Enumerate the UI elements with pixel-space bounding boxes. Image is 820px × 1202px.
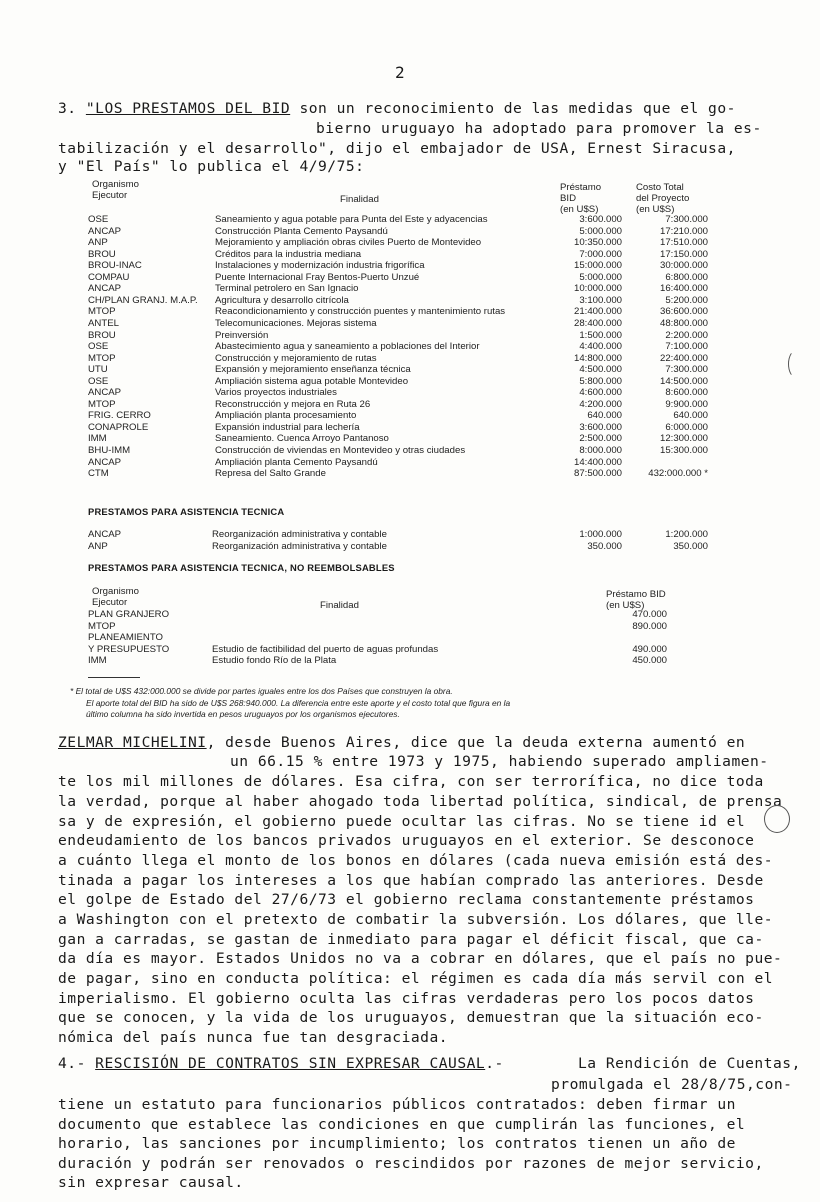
table-row [0,458,720,469]
table-row [0,469,720,480]
cell-finalidad: Agricultura y desarrollo citrícola [215,294,349,306]
cell-costo: 5:200.000 [665,294,708,306]
cell-organismo: MTOP [88,620,116,632]
item4-line3: tiene un estatuto para funcionarios públicos contratados: deben firmar un [58,1096,736,1113]
item3-line1 [58,99,736,119]
cell-organismo: COMPAU [88,271,130,283]
t3-header-organismo: Organismo Ejecutor [92,586,139,608]
item3-line1-rest: son un reconocimiento de las medidas que el go- [299,100,736,117]
cell-prestamo: 350.000 [587,541,622,552]
table-row [0,656,720,667]
cell-prestamo: 2:500.000 [579,433,622,445]
cell-organismo: MTOP [88,398,116,410]
note-1: * El total de U$S 432:000.000 se divide por partes iguales entre los dos Países que construyen la obra. [70,686,453,696]
table-row [0,622,720,633]
cell-organismo: Y PRESUPUESTO [88,643,170,655]
michelini-line15: que se conocen, y la vida de los uruguayos, demuestran que la situación eco- [58,1009,764,1026]
cell-organismo: OSE [88,341,109,353]
cell-organismo: ANCAP [88,387,122,399]
cell-prestamo: 15:000.000 [573,260,622,272]
cell-organismo: CH/PLAN GRANJ. M.A.P. [88,294,198,306]
cell-organismo: BHU-IMM [88,445,131,456]
cell-prestamo: 87:500.000 [573,468,622,480]
cell-prestamo: 4:500.000 [579,364,622,376]
cell-finalidad: Terminal petrolero en San Ignacio [215,283,359,295]
cell-organismo: PLAN GRANJERO [88,609,170,620]
cell-finalidad: Créditos para la industria mediana [215,248,362,260]
note-2b: último columna ha sido invertida en pesos uruguayos por los organismos ejecutores. [86,709,400,719]
cell-costo: 6:800.000 [665,271,708,283]
cell-prestamo: 4:200.000 [579,398,622,410]
cell-organismo: BROU-INAC [88,260,142,272]
cell-costo: 2:200.000 [665,329,708,341]
table-row [0,645,720,656]
cell-costo: 8:600.000 [665,387,708,399]
table-row [0,633,720,644]
item4-line1 [58,1054,504,1074]
table-row [0,610,720,621]
item3-line2: bierno uruguayo ha adoptado para promover la es- [316,120,762,137]
cell-prestamo: 7:000.000 [579,248,622,260]
cell-finalidad: Reacondicionamiento y construcción puentes y mantenimiento rutas [215,306,506,318]
cell-finalidad: Varios proyectos industriales [215,387,337,399]
t2-title: PRESTAMOS PARA ASISTENCIA TECNICA [88,506,285,517]
t1-header-finalidad: Finalidad [340,194,379,205]
cell-organismo: MTOP [88,306,116,318]
cell-organismo: FRIG. CERRO [88,410,151,422]
item4-line7: sin expresar causal. [58,1174,244,1191]
michelini-line7: a cuánto llega el monto de los bonos en dólares (cada nueva emisión está des- [58,852,774,869]
cell-prestamo: 450.000 [632,655,667,667]
michelini-line6: endeudamiento de los bancos privados uruguayos en el exterior. Se desconoce [58,832,755,849]
table-row [0,284,720,295]
cell-finalidad: Telecomunicaciones. Mejoras sistema [215,317,377,329]
cell-organismo: ANCAP [88,529,122,540]
cell-organismo: ANCAP [88,456,122,468]
cell-costo: 48:800.000 [659,317,708,329]
item3-line3: tabilización y el desarrollo", dijo el embajador de USA, Ernest Siracusa, [58,140,736,157]
table-row [0,542,720,553]
cell-prestamo: 5:800.000 [579,375,622,387]
cell-finalidad: Instalaciones y modernización industria frigorífica [215,260,425,272]
cell-prestamo: 470.000 [632,609,667,620]
item4-number: 4.- [58,1055,86,1072]
cell-finalidad: Construcción Planta Cemento Paysandú [215,225,388,237]
cell-organismo: IMM [88,433,107,445]
item4-title-after: .- [485,1055,504,1072]
cell-costo: 1:200.000 [665,529,708,540]
cell-organismo: ANCAP [88,283,122,295]
cell-prestamo: 890.000 [632,620,667,632]
table-row [0,377,720,388]
page-number: 2 [395,63,406,82]
cell-prestamo: 5:000.000 [579,225,622,237]
cell-finalidad: Saneamiento y agua potable para Punta del Este y adyacencias [215,214,488,225]
item4-line5: horario, las sanciones por incumplimiento; los contratos tienen un año de [58,1135,736,1152]
cell-finalidad: Estudio fondo Río de la Plata [212,655,337,667]
table-row [0,250,720,261]
cell-prestamo: 10:000.000 [573,283,622,295]
item4-line6: duración y podrán ser renovados o rescindidos por razones de mejor servicio, [58,1155,764,1172]
cell-prestamo: 14:400.000 [573,456,622,468]
cell-organismo: ANP [88,237,108,249]
cell-finalidad: Construcción y mejoramiento de rutas [215,352,377,364]
cell-costo: 7:300.000 [665,214,708,225]
table-row [0,319,720,330]
michelini-line9: el golpe de Estado del 27/6/73 el gobierno reclama constantemente préstamos [58,891,755,908]
cell-costo: 22:400.000 [659,352,708,364]
t1-header-prestamo: Préstamo BID (en U$S) [560,182,602,215]
table-row [0,331,720,342]
cell-prestamo: 4:600.000 [579,387,622,399]
cell-finalidad: Saneamiento. Cuenca Arroyo Pantanoso [215,433,389,445]
cell-costo: 640.000 [673,410,708,422]
michelini-line2: un 66.15 % entre 1973 y 1975, habiendo superado ampliamen- [230,753,769,770]
cell-costo: 15:300.000 [659,445,708,456]
cell-finalidad: Ampliación planta procesamiento [215,410,357,422]
item4-line2: promulgada el 28/8/75,con- [551,1076,793,1093]
cell-prestamo: 5:000.000 [579,271,622,283]
table-row [0,446,720,457]
cell-costo: 36:600.000 [659,306,708,318]
michelini-line4: la verdad, porque al haber ahogado toda libertad política, sindical, de prensa [58,793,783,810]
cell-costo: 16:400.000 [659,283,708,295]
t3-header-finalidad: Finalidad [320,600,359,611]
cell-finalidad: Abastecimiento agua y saneamiento a poblaciones del Interior [215,341,480,353]
cell-costo: 432:000.000 * [648,468,708,480]
cell-finalidad: Construcción de viviendas en Montevideo y otras ciudades [215,445,466,456]
cell-prestamo: 3:600.000 [579,214,622,225]
cell-costo: 30:000.000 [659,260,708,272]
cell-prestamo: 8:000.000 [579,445,622,456]
t3-header-prestamo: Préstamo BID (en U$S) [606,589,666,611]
table-row [0,296,720,307]
table-row [0,423,720,434]
table-row [0,354,720,365]
cell-costo: 17:150.000 [659,248,708,260]
table-row [0,261,720,272]
cell-costo: 17:510.000 [659,237,708,249]
table-row [0,530,720,541]
separator-rule [88,677,140,678]
cell-organismo: OSE [88,214,109,225]
cell-costo: 17:210.000 [659,225,708,237]
michelini-line12: da día es mayor. Estados Unidos no va a cobrar en dólares, que el país no pue- [58,950,783,967]
t1-header-costo: Costo Total del Proyecto (en U$S) [636,182,690,215]
cell-prestamo: 10:350.000 [573,237,622,249]
cell-organismo: CTM [88,468,109,480]
cell-organismo: ANTEL [88,317,119,329]
table-row [0,388,720,399]
cell-prestamo: 640.000 [587,410,622,422]
michelini-line8: tinada a pagar los intereses a los que habían comprado las anteriores. Desde [58,872,764,889]
cell-organismo: ANCAP [88,225,122,237]
cell-organismo: MTOP [88,352,116,364]
cell-prestamo: 4:400.000 [579,341,622,353]
cell-finalidad: Mejoramiento y ampliación obras civiles Puerto de Montevideo [215,237,482,249]
cell-costo: 14:500.000 [659,375,708,387]
michelini-line14: imperialismo. El gobierno oculta las cifras verdaderas pero los pocos datos [58,990,755,1007]
cell-finalidad: Reorganización administrativa y contable [212,529,387,540]
table-row [0,215,720,226]
cell-finalidad: Puente Internacional Fray Bentos-Puerto Unzué [215,271,420,283]
michelini-line3: te los mil millones de dólares. Esa cifra, con ser terrorífica, no dice toda [58,773,764,790]
michelini-line1 [58,733,745,753]
cell-finalidad: Represa del Salto Grande [215,468,326,480]
table-row [0,307,720,318]
table-row [0,238,720,249]
cell-prestamo: 490.000 [632,643,667,655]
cell-organismo: UTU [88,364,108,376]
item3-line4: y "El País" lo publica el 4/9/75: [58,158,365,175]
cell-organismo: PLANEAMIENTO [88,632,163,644]
cell-organismo: ANP [88,541,108,552]
cell-finalidad: Reconstrucción y mejora en Ruta 26 [215,398,371,410]
cell-costo: 9:900.000 [665,398,708,410]
cell-finalidad: Expansión y mejoramiento enseñanza técnica [215,364,411,376]
correction-circle [764,805,790,833]
michelini-name: ZELMAR MICHELINI [58,734,207,751]
cell-organismo: BROU [88,329,116,341]
cell-prestamo: 3:600.000 [579,421,622,433]
table-row [0,365,720,376]
table-row [0,227,720,238]
cell-costo: 350.000 [673,541,708,552]
item4-title: RESCISIÓN DE CONTRATOS SIN EXPRESAR CAUSAL [95,1055,486,1072]
cell-finalidad: Preinversión [215,329,269,341]
cell-organismo: IMM [88,655,107,667]
cell-prestamo: 3:100.000 [579,294,622,306]
cell-organismo: BROU [88,248,116,260]
t3-title: PRESTAMOS PARA ASISTENCIA TECNICA, NO REEMBOLSABLES [88,562,395,573]
cell-costo: 6:000.000 [665,421,708,433]
table-row [0,434,720,445]
cell-finalidad: Ampliación sistema agua potable Montevideo [215,375,409,387]
table-row [0,400,720,411]
cell-finalidad: Expansión industrial para lechería [215,421,360,433]
cell-prestamo: 28:400.000 [573,317,622,329]
t1-header-organismo: Organismo Ejecutor [92,179,139,201]
cell-finalidad: Ampliación planta Cemento Paysandú [215,456,378,468]
cell-prestamo: 1:000.000 [579,529,622,540]
cell-organismo: CONAPROLE [88,421,149,433]
note-2a: El aporte total del BID ha sido de U$S 268:940.000. La diferencia entre este aporte y el costo total que figura en la [86,698,511,708]
cell-costo: 7:100.000 [665,341,708,353]
item4-line4: documento que establece las condiciones en que cumplirán las funciones, el [58,1116,746,1133]
table-row [0,411,720,422]
cell-costo: 12:300.000 [659,433,708,445]
table-row [0,342,720,353]
cell-prestamo: 14:800.000 [573,352,622,364]
michelini-line5: sa y de expresión, el gobierno puede ocultar las cifras. No se tiene id el [58,813,746,830]
michelini-line1-rest: , desde Buenos Aires, dice que la deuda externa aumentó en [206,734,746,751]
cell-organismo: OSE [88,375,109,387]
michelini-line11: gan a carradas, se gastan de inmediato para pagar el déficit fiscal, que ca- [58,931,764,948]
cell-finalidad: Reorganización administrativa y contable [212,541,387,552]
cell-prestamo: 1:500.000 [579,329,622,341]
michelini-line13: de pagar, sino en conducta política: el régimen es cada día más servil con el [58,970,774,987]
cell-costo: 7:300.000 [665,364,708,376]
michelini-line10: a Washington con el pretexto de combatir la subversión. Los dólares, que lle- [58,911,774,928]
michelini-line16: nómica del país nunca fue tan desgraciada. [58,1029,449,1046]
item3-title: "LOS PRESTAMOS DEL BID [85,100,291,117]
margin-mark [788,350,804,378]
item3-number: 3. [58,100,77,117]
cell-prestamo: 21:400.000 [573,306,622,318]
item4-line1-rest: La Rendición de Cuentas, [578,1055,801,1072]
table-row [0,273,720,284]
cell-finalidad: Estudio de factibilidad del puerto de aguas profundas [212,643,439,655]
